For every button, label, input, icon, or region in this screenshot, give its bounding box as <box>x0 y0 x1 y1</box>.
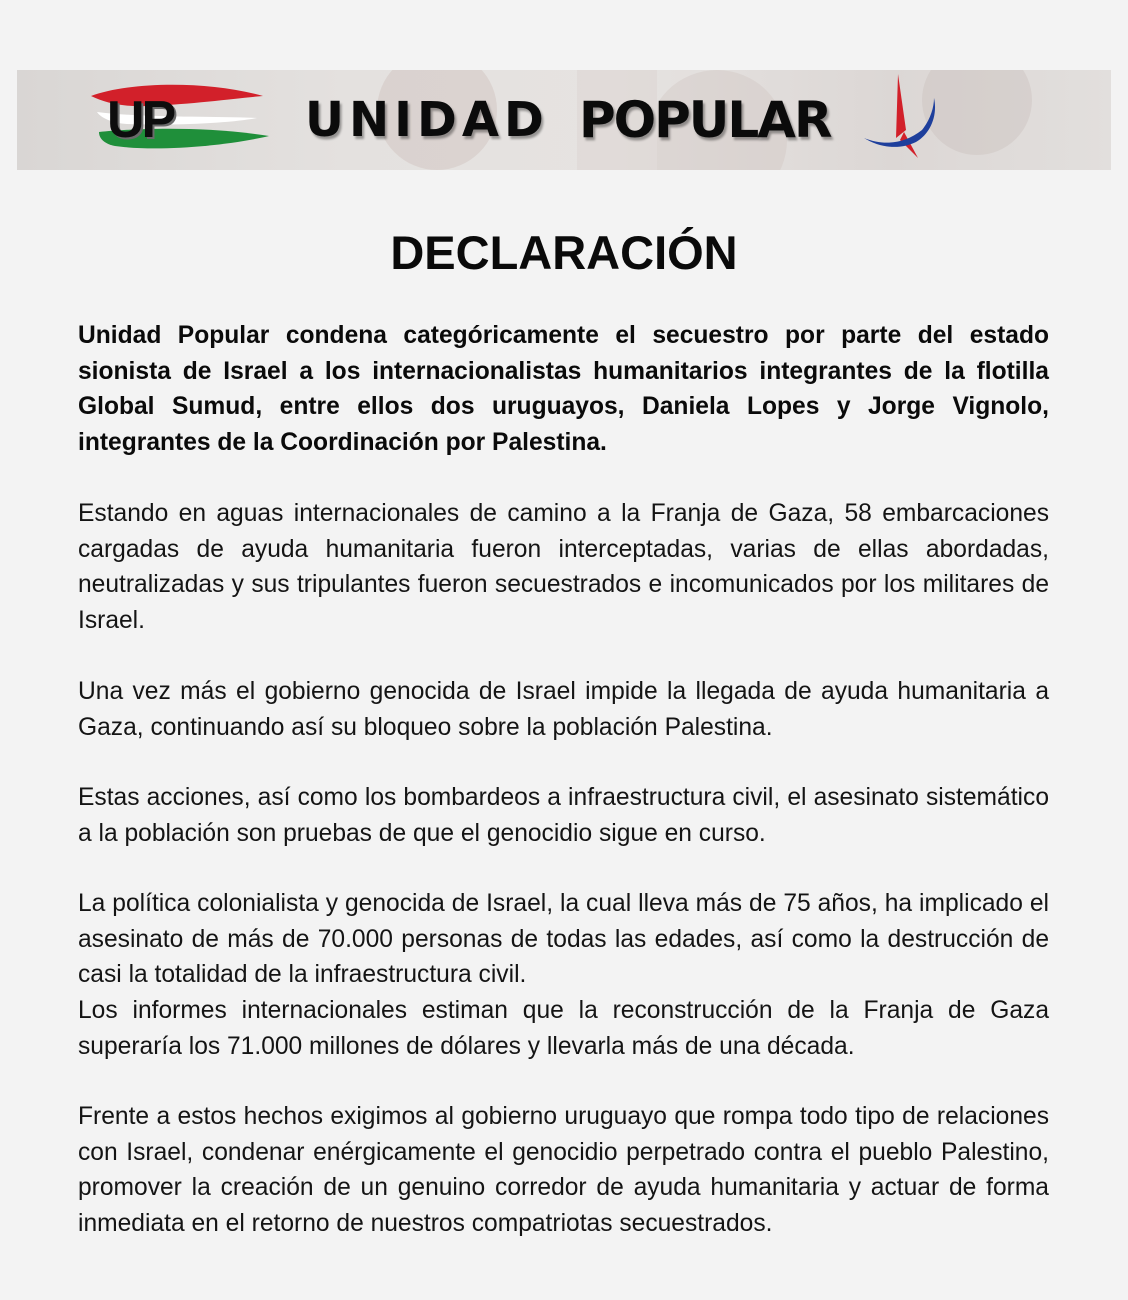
document-title: DECLARACIÓN <box>390 226 738 279</box>
brand-name-unidad: UNIDAD <box>305 92 549 148</box>
header-banner <box>17 70 1111 170</box>
paragraph: Los informes internacionales estiman que la reconstrucción de la Franja de Gaza superaría los 71.000 millones de dólares y llevarla más de una década. <box>78 997 1049 1060</box>
paragraph-lead: Unidad Popular condena categóricamente el secuestro por parte del estado sionista de Israel a los internacionalistas humanitarios integrantes de la flotilla Global Sumud, entre ellos dos uruguayos, Daniela Lopes y Jorge Vignolo, integrantes de la Coordinación por Palestina. <box>78 322 1049 456</box>
red-blue-star-icon <box>860 72 940 164</box>
paragraph: Una vez más el gobierno genocida de Israel impide la llegada de ayuda humanitaria a Gaza, continuando así su bloqueo sobre la población Palestina. <box>78 678 1049 741</box>
paragraph: La política colonialista y genocida de Israel, la cual lleva más de 75 años, ha implicado el asesinato de más de 70.000 personas de todas las edades, así como la destrucción de casi la totalidad de la infraestructura civil. <box>78 890 1049 989</box>
paragraph: Estas acciones, así como los bombardeos a infraestructura civil, el asesinato sistemático a la población son pruebas de que el genocidio sigue en curso. <box>78 784 1049 847</box>
paragraph: Frente a estos hechos exigimos al gobierno uruguayo que rompa todo tipo de relaciones con Israel, condenar enérgicamente el genocidio perpetrado contra el pueblo Palestino, promover la creación de un genuino corredor de ayuda humanitaria y actuar de forma inmediata en el retorno de nuestros compatriotas secuestrados. <box>78 1103 1049 1237</box>
brand-name-popular: POPULAR <box>579 91 831 149</box>
up-logo <box>87 82 277 158</box>
logo-letters: UP <box>107 91 174 149</box>
paragraph: Estando en aguas internacionales de camino a la Franja de Gaza, 58 embarcaciones cargadas de ayuda humanitaria fueron interceptadas, varias de ellas abordadas, neutralizadas y sus tripulantes fueron secuestrados e incomunicados por los militares de Israel. <box>78 500 1049 634</box>
